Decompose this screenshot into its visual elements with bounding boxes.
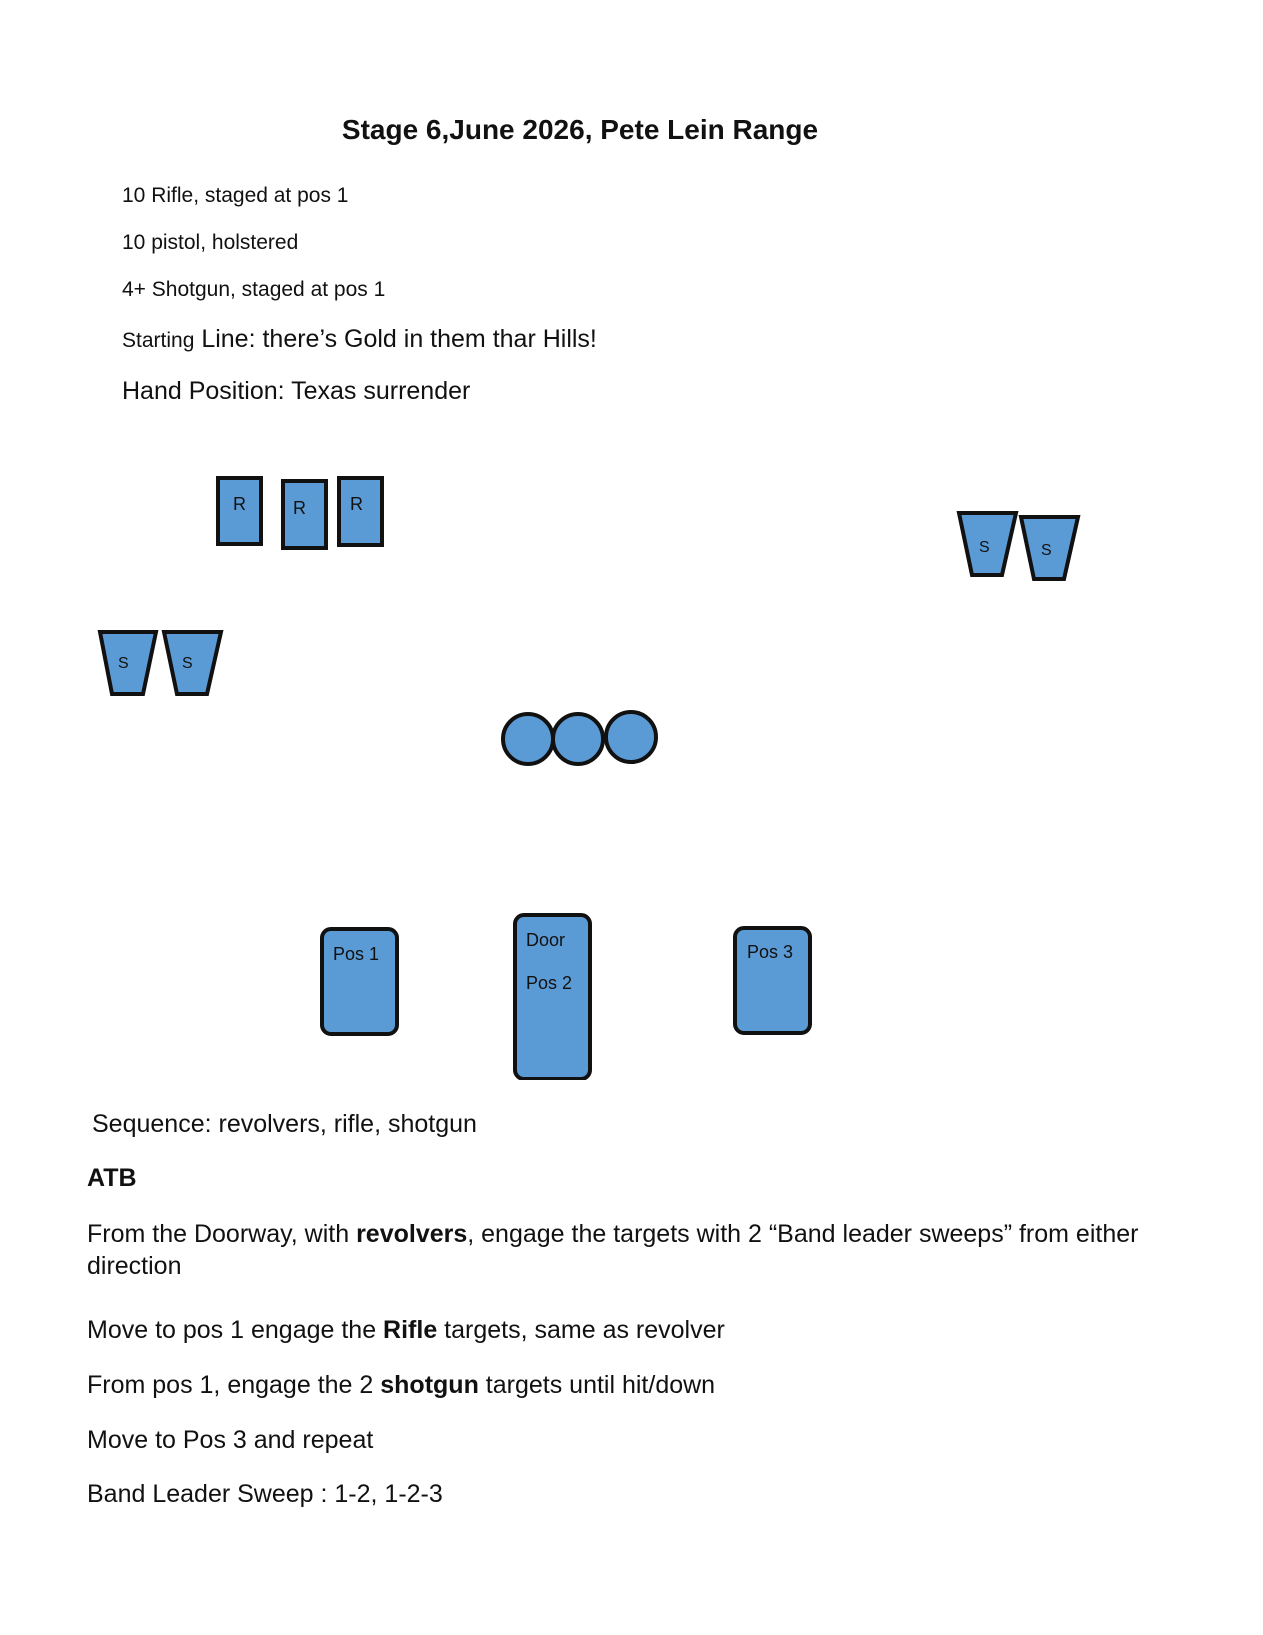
instruction-revolvers-a: From the Doorway, with xyxy=(87,1220,357,1248)
svg-text:Door: Door xyxy=(526,930,566,950)
svg-text:R: R xyxy=(233,494,246,514)
shotgun-target-right-1 xyxy=(959,513,1016,575)
svg-text:R: R xyxy=(350,494,363,514)
instruction-move-pos3: Move to Pos 3 and repeat xyxy=(87,1426,374,1454)
position-2-door xyxy=(515,915,590,1079)
svg-text:Pos 1: Pos 1 xyxy=(333,944,380,964)
shotgun-round-count: 4+ Shotgun, staged at pos 1 xyxy=(122,278,386,301)
instruction-shotgun-c: targets until hit/down xyxy=(478,1371,716,1399)
starting-prefix: Starting xyxy=(122,329,195,352)
pistol-round-count: 10 pistol, holstered xyxy=(122,231,299,254)
instruction-shotgun-a: From pos 1, engage the 2 xyxy=(87,1371,381,1399)
svg-text:S: S xyxy=(979,539,990,556)
hand-position: Hand Position: Texas surrender xyxy=(122,377,471,405)
instruction-rifle-c: targets, same as revolver xyxy=(437,1316,725,1344)
instruction-shotgun-b: shotgun xyxy=(380,1371,479,1399)
instruction-revolvers-b: revolvers xyxy=(356,1220,468,1248)
instruction-rifle-a: Move to pos 1 engage the xyxy=(87,1316,384,1344)
svg-text:Pos 2: Pos 2 xyxy=(526,973,573,993)
shotgun-target-left-2 xyxy=(164,632,221,694)
rifle-target-2 xyxy=(283,481,326,548)
band-leader-sweep: Band Leader Sweep : 1-2, 1-2-3 xyxy=(87,1480,443,1508)
stage-title: Stage 6,June 2026, Pete Lein Range xyxy=(341,114,819,145)
instruction-revolvers-c: , engage the targets with 2 “Band leader sweeps” from either direction xyxy=(87,1220,1139,1280)
sequence-line: Sequence: revolvers, rifle, shotgun xyxy=(92,1110,477,1138)
pistol-target-2 xyxy=(553,714,603,764)
pistol-target-1 xyxy=(503,714,553,764)
instruction-rifle xyxy=(87,1314,1207,1346)
instruction-rifle-b: Rifle xyxy=(383,1316,438,1344)
position-3 xyxy=(735,928,810,1033)
shotgun-target-left-1 xyxy=(100,632,156,694)
atb-heading: ATB xyxy=(87,1164,137,1192)
rifle-target-1 xyxy=(218,478,261,544)
svg-text:Pos 3: Pos 3 xyxy=(747,942,794,962)
starting-line-text: Line: there’s Gold in them thar Hills! xyxy=(194,325,597,353)
svg-text:S: S xyxy=(118,655,129,672)
pistol-target-3 xyxy=(606,712,656,762)
shotgun-target-right-2 xyxy=(1021,517,1078,579)
rifle-target-3 xyxy=(339,478,382,545)
svg-text:S: S xyxy=(1041,542,1052,559)
instruction-shotgun xyxy=(87,1369,1207,1401)
position-1 xyxy=(322,929,397,1034)
svg-text:S: S xyxy=(182,655,193,672)
svg-text:R: R xyxy=(293,498,306,518)
instruction-revolvers xyxy=(87,1218,1207,1282)
rifle-round-count: 10 Rifle, staged at pos 1 xyxy=(122,184,349,207)
